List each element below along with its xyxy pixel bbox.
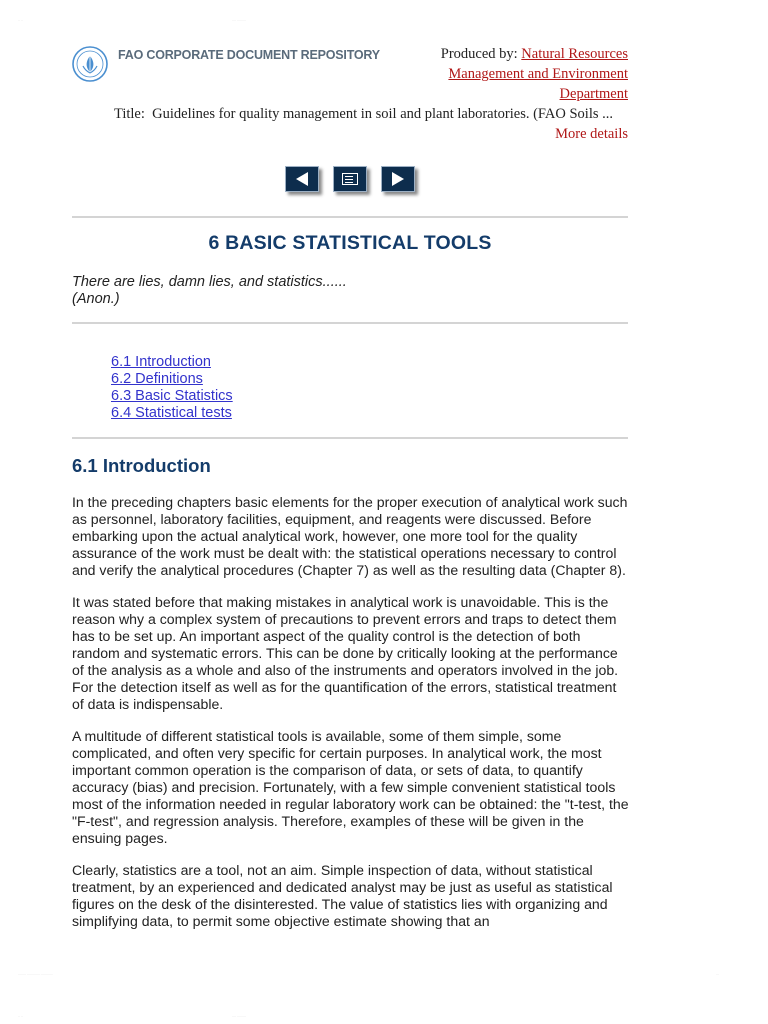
print-footer-url: ········ ············· ············	[18, 972, 53, 976]
section-body	[72, 494, 632, 945]
print-margin-note-center: ···· ·········	[232, 18, 246, 22]
header	[72, 40, 628, 136]
divider	[72, 322, 628, 324]
fao-logo-icon	[72, 46, 108, 82]
produced-by-label: Produced by:	[440, 46, 518, 62]
document-page	[72, 40, 629, 929]
document-title	[114, 104, 628, 138]
toc-link-basic-statistics[interactable]: 6.3 Basic Statistics	[111, 388, 233, 404]
epigraph	[72, 274, 347, 308]
more-details-link[interactable]: More details	[555, 126, 628, 138]
previous-button[interactable]	[285, 166, 319, 192]
epigraph-text: There are lies, damn lies, and statistics......	[72, 274, 347, 290]
repository-name: FAO CORPORATE DOCUMENT REPOSITORY	[118, 48, 380, 62]
contents-button[interactable]	[333, 166, 367, 192]
produced-by	[398, 44, 628, 104]
print-margin-note-bottom-center: ···· ·········	[232, 1014, 246, 1018]
print-margin-note-left: ·· ··	[18, 18, 23, 22]
contents-icon	[342, 173, 358, 185]
toc-link-definitions[interactable]: 6.2 Definitions	[111, 371, 203, 387]
title-label: Title:	[114, 106, 145, 122]
toc-link-introduction[interactable]: 6.1 Introduction	[111, 354, 211, 370]
arrow-left-icon	[296, 172, 308, 186]
paragraph: Clearly, statistics are a tool, not an aim. Simple inspection of data, without statistical treatment, by an experienced and dedicated analyst may be just as useful as statistical figures on the desk of the disinterested. The value of statistics lies with organizing and simplifying data, to permit some objective estimate showing that an	[72, 862, 613, 929]
department-link[interactable]: Natural Resources Management and Environment Department	[448, 46, 628, 102]
print-margin-note-bottom-left: ·· ··	[18, 1014, 23, 1018]
epigraph-attribution: (Anon.)	[72, 291, 120, 307]
paragraph: It was stated before that making mistakes in analytical work is unavoidable. This is the reason why a complex system of precautions to prevent errors and traps to detect them has to be set up. An important aspect of the quality control is the detection of both random and systematic errors. This can be done by critically looking at the performance of the analysis as a whole and also of the instruments and operators involved in the job. For the detection itself as well as for the quantification of the errors, statistical treatment of data is indispensable.	[72, 594, 619, 712]
toc-link-statistical-tests[interactable]: 6.4 Statistical tests	[111, 405, 232, 421]
divider	[72, 437, 628, 439]
print-footer-page: ···	[716, 972, 719, 976]
paragraph: In the preceding chapters basic elements for the proper execution of analytical work such as personnel, laboratory facilities, equipment, and reagents were discussed. Before embarking upon the actual analytical work, however, one more tool for the quality assurance of the work must be dealt with: the statistical operations necessary to control and verify the analytical procedures (Chapter 7) as well as the resulting data (Chapter 8).	[72, 494, 628, 578]
paragraph: A multitude of different statistical tools is available, some of them simple, some complicated, and often very specific for certain purposes. In analytical work, the most important common operation is the comparison of data, or sets of data, to quantify accuracy (bias) and precision. Fortunately, with a few simple convenient statistical tools most of the information needed in regular laboratory work can be obtained: the "t-test, the "F-test", and regression analysis. Therefore, examples of these will be given in the ensuing pages.	[72, 728, 629, 846]
chapter-title: 6 BASIC STATISTICAL TOOLS	[208, 232, 492, 254]
next-button[interactable]	[381, 166, 415, 192]
section-heading: 6.1 Introduction	[72, 455, 211, 476]
table-of-contents	[111, 354, 233, 422]
arrow-right-icon	[392, 172, 404, 186]
title-text: Guidelines for quality management in soil and plant laboratories. (FAO Soils ...	[152, 106, 613, 122]
divider	[72, 216, 628, 218]
